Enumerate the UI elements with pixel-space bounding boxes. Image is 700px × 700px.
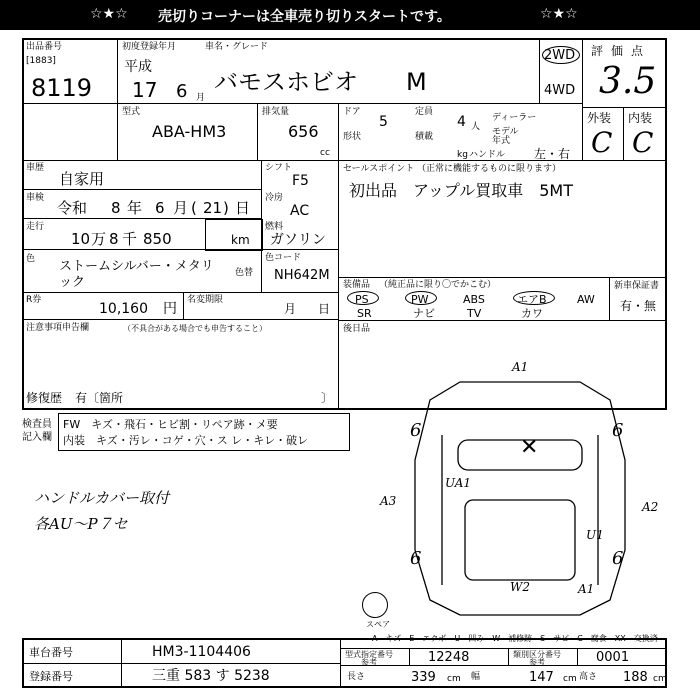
handle-label: ハンドル xyxy=(469,150,506,160)
equip-airbag: エアB xyxy=(517,293,547,306)
mileage-man-unit: 万 xyxy=(91,230,107,248)
size-length-unit: cm xyxy=(447,674,461,684)
shift-value: F5 xyxy=(292,173,309,189)
drive-cell xyxy=(539,38,583,104)
diagram-mark-a3: A3 xyxy=(380,494,397,508)
mileage-sen: 8 xyxy=(109,230,119,248)
color-value-line1: ストームシルバー・メタリ xyxy=(59,259,214,274)
mileage-sen-unit: 千 xyxy=(122,230,138,248)
color-code-cell xyxy=(261,249,339,293)
model-cell xyxy=(117,103,258,161)
color-label: 色 xyxy=(26,254,36,264)
usage-cell xyxy=(22,160,262,190)
warranty-value: 有・無 xyxy=(620,299,657,313)
model-label: 型式 xyxy=(122,107,141,117)
size-length: 339 xyxy=(411,670,436,685)
inspection-label: 車検 xyxy=(26,193,45,203)
size-height: 188 xyxy=(623,670,648,685)
inspection-month: 6 xyxy=(155,199,165,217)
equip-ps: PS xyxy=(355,293,369,306)
mileage-unit: km xyxy=(231,233,250,247)
color-code: NH642M xyxy=(274,268,330,283)
header-banner xyxy=(0,0,700,30)
inspection-year: 8 xyxy=(111,199,121,217)
notes-sub: （不具合がある場合でも申告すること） xyxy=(123,324,267,333)
roof-panel xyxy=(465,500,575,580)
color-cell xyxy=(22,249,262,293)
displacement-value: 656 xyxy=(288,122,319,141)
repair-value: 有〔箇所 xyxy=(75,391,124,405)
inspection-day-open: ( xyxy=(191,199,197,217)
inspector-box xyxy=(58,413,350,451)
first-reg-month: 6 xyxy=(176,81,188,102)
doors-label: ドア xyxy=(343,107,361,117)
header-stars-right: ☆★☆ xyxy=(540,6,578,22)
diagram-tire-fl: 6 xyxy=(410,420,422,441)
type-no-sub: 参考 xyxy=(361,658,377,667)
score-value: 3.5 xyxy=(599,61,657,102)
class-no-sub: 参考 xyxy=(529,658,545,667)
first-reg-era: 平成 xyxy=(124,59,152,75)
color-code-label: 色コード xyxy=(265,253,302,263)
recycle-value: 10,160 xyxy=(99,301,148,317)
equip-pw: PW xyxy=(411,293,429,306)
warranty-cell xyxy=(609,277,667,321)
car-name: バモスホビオ xyxy=(214,68,358,96)
drive-4wd: 4WD xyxy=(544,83,576,98)
fuel-label: 燃料 xyxy=(265,222,284,232)
inspection-cell xyxy=(22,189,262,219)
handwritten-note-1: ハンドルカバー取付 xyxy=(34,489,170,507)
usage-label: 車歴 xyxy=(26,163,45,173)
diagram-tire-fr: 6 xyxy=(612,420,624,441)
diagram-mark-a1-top: A1 xyxy=(512,360,529,374)
mileage-unit-cell xyxy=(205,219,263,251)
inspection-day: 21 xyxy=(203,199,223,217)
sales-point-value: 初出品 アップル買取車 5MT xyxy=(349,181,573,200)
load-label: 積載 xyxy=(415,132,434,142)
mileage-man: 10 xyxy=(71,230,91,248)
model-value: ABA-HM3 xyxy=(152,122,227,141)
diagram-tire-rl: 6 xyxy=(410,548,422,569)
recycle-cell xyxy=(22,292,184,320)
diagram-mark-a1-rear: A1 xyxy=(578,582,595,596)
int-value: C xyxy=(632,126,654,159)
inspection-year-unit: 年 xyxy=(127,199,143,217)
size-height-label: 高さ xyxy=(579,672,598,682)
diagram-tire-rr: 6 xyxy=(612,548,624,569)
first-reg-month-unit: 月 xyxy=(196,93,206,103)
equip-aw: AW xyxy=(577,293,595,306)
name-label: 車名・グレード xyxy=(205,42,269,52)
post-install-label: 後日品 xyxy=(343,324,371,334)
score-label: 評価点 xyxy=(591,44,652,58)
size-length-label: 長さ xyxy=(347,672,366,682)
displacement-label: 排気量 xyxy=(262,107,290,117)
size-height-unit: cm xyxy=(653,674,667,684)
equip-sr: SR xyxy=(357,307,372,320)
shape-label: 形状 xyxy=(343,132,362,142)
mileage-cell xyxy=(22,218,262,250)
mileage-rest: 850 xyxy=(143,230,172,248)
change-day-unit: 日 xyxy=(318,302,331,316)
ac-value: AC xyxy=(290,203,310,219)
first-reg-label: 初度登録年月 xyxy=(122,42,177,52)
notes-label: 注意事項申告欄 xyxy=(26,323,90,333)
header-title: 売切りコーナーは全車売り切りスタートです。 xyxy=(158,9,451,25)
windshield-crack-mark: ✕ xyxy=(520,435,539,460)
displacement-cell xyxy=(257,103,339,161)
size-width-unit: cm xyxy=(563,674,577,684)
capacity-value: 4 xyxy=(457,114,466,130)
recycle-label: R券 xyxy=(26,295,42,305)
spare-label: スペア xyxy=(366,620,390,629)
chassis-value-cell xyxy=(121,638,341,664)
type-no-label: 型式指定番号 xyxy=(345,650,393,659)
shift-cell xyxy=(261,160,339,250)
inspection-month-unit: 月 xyxy=(173,199,189,217)
size-cell xyxy=(340,665,667,688)
diagram-legend: A－キズ E－エクボ U－凹み W－補修跡 S－サビ C－腐食 XX－交換済 xyxy=(372,634,658,643)
usage-value: 自家用 xyxy=(59,170,105,188)
capacity-unit: 人 xyxy=(471,122,481,132)
handle-value: 左・右 xyxy=(534,147,571,161)
plate-label-cell xyxy=(22,663,122,688)
fuel-value: ガソリン xyxy=(270,232,326,248)
class-no-value-cell xyxy=(577,648,667,666)
spare-tire xyxy=(362,592,388,618)
first-reg-year: 17 xyxy=(132,78,158,102)
inspection-day-unit: 日 xyxy=(235,199,251,217)
inspector-row-2: 内装 キズ・汚レ・コゲ・穴・ス レ・キレ・破レ xyxy=(63,434,309,447)
equip-abs: ABS xyxy=(463,293,485,306)
inspection-era: 令和 xyxy=(57,199,88,217)
class-no-label: 類別区分番号 xyxy=(513,650,561,659)
inspection-day-close: ) xyxy=(223,199,229,217)
notes-cell xyxy=(22,319,339,410)
equip-leather: カワ xyxy=(521,307,543,320)
color-value-line2: ック xyxy=(59,275,86,290)
equip-navi: ナビ xyxy=(413,307,435,320)
ac-label: 冷房 xyxy=(265,193,284,203)
load-unit: kg xyxy=(457,150,468,160)
dealer-label: ディーラー xyxy=(492,113,537,123)
type-no-value-cell xyxy=(409,648,509,666)
equipment-note: （純正品に限り〇でかこむ） xyxy=(379,280,497,290)
chassis-label: 車台番号 xyxy=(29,646,73,659)
class-no-label-cell xyxy=(508,648,578,666)
shift-label: シフト xyxy=(265,163,293,173)
first-reg-name-cell xyxy=(117,38,540,104)
plate-label: 登録番号 xyxy=(29,670,73,683)
ext-label: 外装 xyxy=(587,111,612,125)
lot-cell xyxy=(22,38,118,104)
warranty-label: 新車保証書 xyxy=(614,281,660,291)
sales-point-note: （正常に機能するものに限ります） xyxy=(417,164,562,174)
ext-value: C xyxy=(591,126,613,159)
plate-value: 三重 583 す 5238 xyxy=(152,668,270,684)
chassis-value: HM3-1104406 xyxy=(152,644,251,660)
ext-score-cell xyxy=(582,107,624,161)
size-width: 147 xyxy=(529,670,554,685)
class-no-value: 0001 xyxy=(596,650,630,665)
color-sub-label: 色替 xyxy=(235,268,254,278)
change-unit: 月 xyxy=(284,302,297,316)
size-width-label: 幅 xyxy=(471,672,481,682)
model-year-label: モデル xyxy=(492,127,519,137)
equipment-label: 装備品 xyxy=(343,280,371,290)
diagram-mark-a2: A2 xyxy=(642,500,659,514)
diagram-mark-ua1: UA1 xyxy=(445,476,472,490)
repair-label: 修復歴 xyxy=(26,391,63,405)
type-no-value: 12248 xyxy=(428,650,470,665)
displacement-unit: cc xyxy=(320,148,330,158)
type-no-label-cell xyxy=(340,648,410,666)
spec-cell xyxy=(338,103,583,161)
int-score-cell xyxy=(623,107,667,161)
int-label: 内装 xyxy=(628,111,653,125)
plate-value-cell xyxy=(121,663,341,688)
inspector-row-1: FW キズ・飛石・ヒビ割・リペア跡・メ要 xyxy=(63,418,278,431)
inspector-label-1: 検査員 xyxy=(22,419,52,430)
diagram-mark-u1: U1 xyxy=(586,528,604,542)
score-cell xyxy=(582,38,667,108)
equipment-cell xyxy=(338,277,610,321)
equip-tv: TV xyxy=(467,307,482,320)
header-stars-left: ☆★☆ xyxy=(90,6,128,22)
lot-label: 出品番号 xyxy=(26,42,63,52)
doors-value: 5 xyxy=(379,114,388,130)
capacity-label: 定員 xyxy=(415,107,434,117)
lot-sub: [1883] xyxy=(26,56,56,66)
mileage-label: 走行 xyxy=(26,222,45,232)
recycle-unit: 円 xyxy=(163,301,177,317)
car-grade: M xyxy=(406,68,427,96)
handwritten-note-2: 各AU〜P７セ xyxy=(34,515,128,533)
year-label: 年式 xyxy=(492,136,511,146)
change-label: 名変期限 xyxy=(187,295,224,305)
sales-point-cell xyxy=(338,160,667,278)
repair-close: 〕 xyxy=(321,391,334,405)
sales-point-label: セールスポイント xyxy=(343,164,415,174)
chassis-label-cell xyxy=(22,638,122,664)
inspector-label-2: 記入欄 xyxy=(22,432,52,443)
lot-number: 8119 xyxy=(31,74,93,102)
change-cell xyxy=(183,292,339,320)
diagram-mark-w2: W2 xyxy=(510,580,530,594)
drive-2wd: 2WD xyxy=(544,48,576,63)
